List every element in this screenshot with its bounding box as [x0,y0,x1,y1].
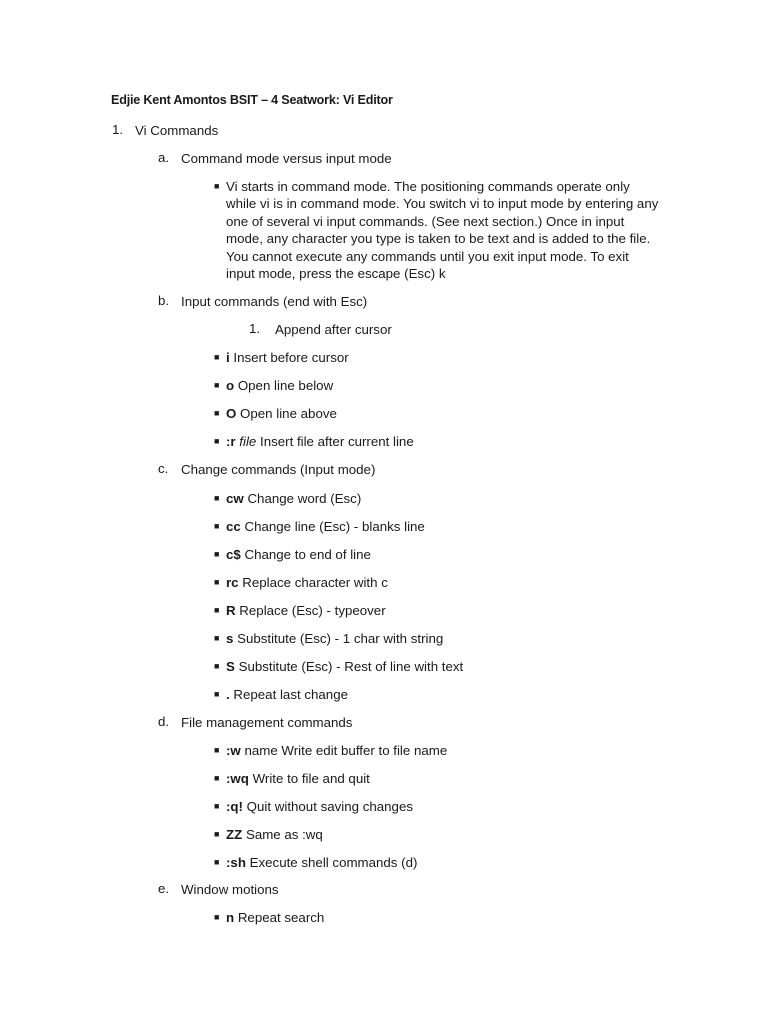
paragraph-line: mode, any character you type is taken to be text and is added to the file. [226,231,651,247]
list-item: :sh Execute shell commands (d) [226,855,418,870]
list-item: :w name Write edit buffer to file name [226,743,448,758]
list-item: :wq Write to file and quit [226,771,370,786]
list-item: cw Change word (Esc) [226,491,362,506]
paragraph-line: You cannot execute any commands until you exit input mode. To exit [226,248,629,264]
bullet-icon: ■ [214,352,220,362]
paragraph-line: input mode, press the escape (Esc) k [226,266,446,282]
paragraph-line: while vi is in command mode. You switch vi to input mode by entering any [226,196,659,212]
command-mode-paragraph [226,178,686,282]
bullet-icon: ■ [214,408,220,418]
bullet-icon: ■ [214,857,220,867]
item-a-label: Command mode versus input mode [181,151,392,166]
bullet-icon: ■ [214,829,220,839]
list-item: S Substitute (Esc) - Rest of line with text [226,659,464,674]
bullet-icon: ■ [214,689,220,699]
list-item: o Open line below [226,378,334,393]
bullet-icon: ■ [214,661,220,671]
list-item: s Substitute (Esc) - 1 char with string [226,631,444,646]
item-d-label: File management commands [181,715,353,730]
list-item: :r file Insert file after current line [226,434,414,449]
numbered-label: Append after cursor [275,322,392,337]
item-e-marker: e. [158,881,170,896]
bullet-icon: ■ [214,745,220,755]
item-b-marker: b. [158,293,170,308]
bullet-icon: ■ [214,605,220,615]
bullet-icon: ■ [214,912,220,922]
bullet-icon: ■ [214,773,220,783]
list-item: n Repeat search [226,910,325,925]
bullet-icon: ■ [214,801,220,811]
bullet-icon: ■ [214,493,220,503]
bullet-icon: ■ [214,577,220,587]
item-a-marker: a. [158,150,170,165]
list-item: rc Replace character with c [226,575,388,590]
list-item: i Insert before cursor [226,350,349,365]
list-item: c$ Change to end of line [226,547,371,562]
list-item: :q! Quit without saving changes [226,799,413,814]
document-header: Edjie Kent Amontos BSIT – 4 Seatwork: Vi Editor [111,93,393,107]
bullet-icon: ■ [214,181,220,191]
numbered-marker: 1. [249,321,261,336]
list-item: . Repeat last change [226,687,348,702]
item-d-marker: d. [158,714,170,729]
list-item: O Open line above [226,406,337,421]
section-1-marker: 1. [112,122,124,137]
item-b-label: Input commands (end with Esc) [181,294,368,309]
item-c-label: Change commands (Input mode) [181,462,376,477]
bullet-icon: ■ [214,549,220,559]
list-item: ZZ Same as :wq [226,827,323,842]
bullet-icon: ■ [214,521,220,531]
bullet-icon: ■ [214,436,220,446]
item-c-marker: c. [158,461,169,476]
bullet-icon: ■ [214,633,220,643]
paragraph-line: one of several vi input commands. (See next section.) Once in input [226,213,625,229]
list-item: cc Change line (Esc) - blanks line [226,519,425,534]
list-item: R Replace (Esc) - typeover [226,603,386,618]
bullet-icon: ■ [214,380,220,390]
paragraph-line: Vi starts in command mode. The positioning commands operate only [226,179,630,194]
section-1-title: Vi Commands [135,123,219,138]
item-e-label: Window motions [181,882,279,897]
